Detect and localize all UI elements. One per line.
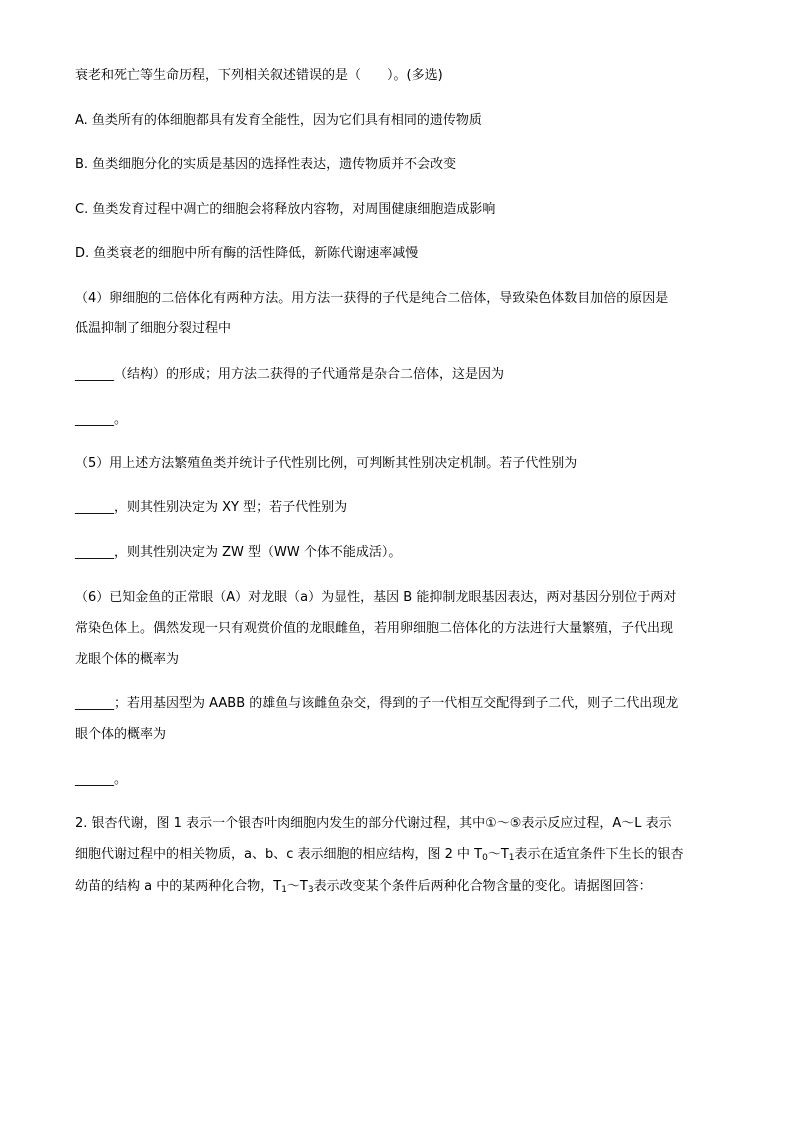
option-c: C. 鱼类发育过程中凋亡的细胞会将释放内容物，对周围健康细胞造成影响 [75,202,496,217]
q6-line-5: 眼个体的概率为 [75,727,167,742]
q6-line-2: 常染色体上。偶然发现一只有观赏价值的龙眼雌鱼，若用卵细胞二倍体化的方法进行大量繁殖，子代出现 [75,621,674,636]
q2-line-1: 2. 银杏代谢，图 1 表示一个银杏叶肉细胞内发生的部分代谢过程，其中①～⑤表示反应过程，A～L 表示 [75,816,672,831]
q2-line-2: 细胞代谢过程中的相关物质，a、b、c 表示细胞的相应结构，图 2 中 $T_0\sim T_1$表示在适宜条件下生长的银杏 [75,847,684,863]
q6-line-1: （6）已知金鱼的正常眼（A）对龙眼（a）为显性，基因 B 能抑制龙眼基因表达，两对基因分别位于两对 [75,590,677,605]
option-d: D. 鱼类衰老的细胞中所有酶的活性降低，新陈代谢速率减慢 [75,246,419,261]
option-a: A. 鱼类所有的体细胞都具有发育全能性，因为它们具有相同的遗传物质 [75,113,482,128]
question-intro-line: 衰老和死亡等生命历程，下列相关叙述错误的是（ ）。(多选) [75,68,443,83]
q4-line-2: 低温抑制了细胞分裂过程中 [75,321,232,336]
q6-line-3: 龙眼个体的概率为 [75,652,180,667]
q5-blank-line-2: ______，则其性别决定为 ZW 型（WW 个体不能成活）。 [75,545,402,560]
q5-blank-line-1: ______，则其性别决定为 XY 型；若子代性别为 [75,500,348,515]
option-b: B. 鱼类细胞分化的实质是基因的选择性表达，遗传物质并不会改变 [75,157,457,172]
q4-blank-line-1: ______（结构）的形成；用方法二获得的子代通常是杂合二倍体，这是因为 [75,367,505,382]
q6-blank-line-2: ______。 [75,772,128,787]
q4-blank-line-2: ______。 [75,412,128,427]
q4-line-1: （4）卵细胞的二倍体化有两种方法。用方法一获得的子代是纯合二倍体，导致染色体数目加倍的原因是 [75,291,669,306]
q5-line-1: （5）用上述方法繁殖鱼类并统计子代性别比例，可判断其性别决定机制。若子代性别为 [75,456,578,471]
q6-blank-line-1: ______；若用基因型为 AABB 的雄鱼与该雌鱼杂交，得到的子一代相互交配得到子二代，则子二代出现龙 [75,696,679,711]
q2-line-3: 幼苗的结构 a 中的某两种化合物，$T_1\sim T_3$表示改变某个条件后两种化合物含量的变化。请据图回答： [75,879,652,895]
